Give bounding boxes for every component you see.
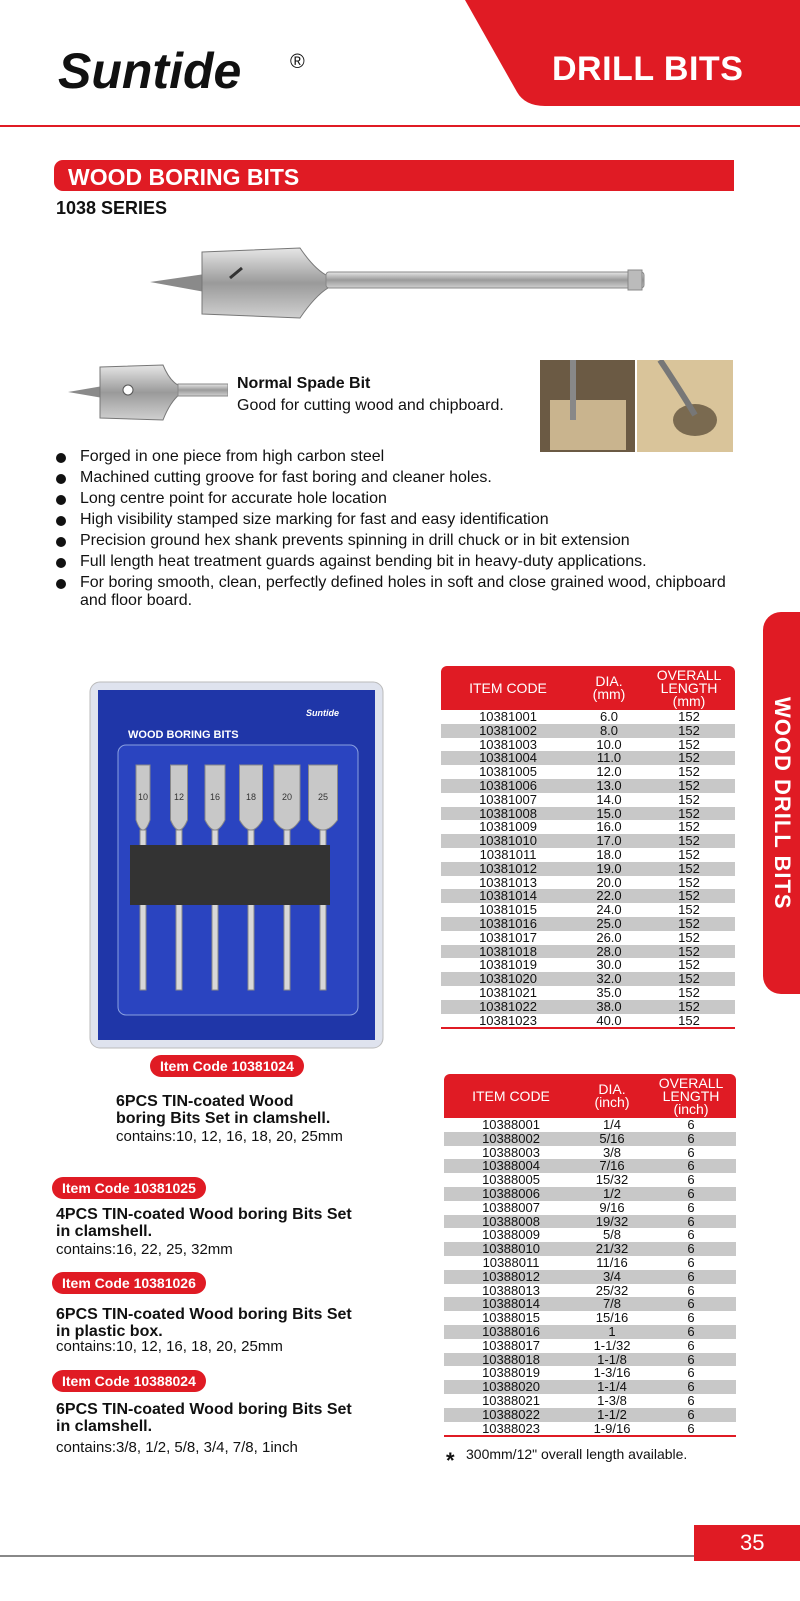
table-cell: 20.0	[596, 874, 622, 890]
table-header-cell: OVERALL LENGTH (mm)	[643, 666, 735, 710]
table-cell: 10388023	[444, 1422, 578, 1437]
registered-icon: ®	[290, 51, 305, 73]
package-bit-size-label: 12	[173, 792, 185, 802]
table-cell: 1-3/8	[597, 1392, 627, 1408]
table-row	[441, 931, 735, 945]
table-cell: 10381019	[479, 957, 537, 973]
table-cell: 152	[678, 846, 700, 862]
table-row	[441, 751, 735, 765]
table-row	[441, 1014, 735, 1029]
table-cell: 10381011	[479, 846, 537, 862]
table-cell: 6	[687, 1337, 695, 1353]
table-cell: 25.0	[575, 917, 643, 931]
package-brand: Suntide	[306, 708, 339, 718]
table-cell: 38.0	[575, 1000, 643, 1014]
table-row	[444, 1325, 736, 1339]
bullet-icon	[56, 579, 66, 589]
table-cell: 18.0	[596, 846, 622, 862]
table-row	[441, 903, 735, 917]
feature-item	[54, 469, 754, 487]
feature-item	[54, 553, 754, 571]
table-cell: 3/4	[578, 1270, 646, 1284]
table-cell: 40.0	[575, 1014, 643, 1029]
table-cell: 10381017	[479, 929, 537, 945]
table-row	[444, 1173, 736, 1187]
package-bit-size-label: 20	[281, 792, 293, 802]
table-cell: 152	[678, 874, 700, 890]
table-cell: 6	[687, 1227, 695, 1243]
table-cell: 10381003	[479, 736, 537, 752]
table-cell: 10381009	[479, 819, 537, 835]
table-header-cell: OVERALL LENGTH (inch)	[646, 1074, 736, 1118]
table-cell: 10381020	[441, 972, 575, 986]
product-contains: contains:3/8, 1/2, 5/8, 3/4, 7/8, 1inch	[56, 1439, 298, 1456]
brand-logo	[58, 40, 328, 120]
bullet-icon	[56, 558, 66, 568]
series-label: 1038 SERIES	[56, 198, 168, 218]
table-cell: 7/16	[578, 1159, 646, 1173]
table-cell: 10388010	[444, 1242, 578, 1256]
table-cell: 10388006	[444, 1187, 578, 1201]
package-bit-size-label: 16	[209, 792, 221, 802]
table-cell: 10388019	[482, 1365, 540, 1381]
table-row	[441, 807, 735, 821]
feature-text: For boring smooth, clean, perfectly defined holes in soft and close grained wood, chipboard and floor board.	[80, 574, 726, 609]
table-header-cell: ITEM CODE	[441, 666, 575, 710]
table-row	[444, 1270, 736, 1284]
table-row	[441, 1000, 735, 1014]
table-cell: 1/2	[578, 1187, 646, 1201]
table-cell: 152	[678, 957, 700, 973]
side-tab-label: WOOD DRILL BITS	[770, 696, 795, 910]
table-row	[441, 862, 735, 876]
table-cell: 1	[578, 1325, 646, 1339]
table-row	[441, 889, 735, 903]
table-cell: 10381010	[441, 834, 575, 848]
feature-text: Machined cutting groove for fast boring and cleaner holes.	[80, 469, 492, 486]
table-cell: 21/32	[578, 1242, 646, 1256]
table-cell: 152	[678, 902, 700, 918]
table-row	[444, 1187, 736, 1201]
table-cell: 26.0	[596, 929, 622, 945]
table-header-cell: DIA. (inch)	[578, 1074, 646, 1118]
table-row	[444, 1256, 736, 1270]
table-cell: 6	[646, 1325, 736, 1339]
table-cell: 152	[643, 1000, 735, 1014]
table-cell: 152	[678, 709, 700, 724]
table-cell: 32.0	[575, 972, 643, 986]
table-cell: 17.0	[575, 834, 643, 848]
table-cell: 152	[643, 917, 735, 931]
table-cell: 10388022	[444, 1408, 578, 1422]
table-cell: 152	[643, 945, 735, 959]
table-cell: 6	[687, 1310, 695, 1326]
table-cell: 152	[678, 819, 700, 835]
bullet-icon	[56, 495, 66, 505]
table-cell: 1-1/32	[593, 1337, 631, 1353]
table-row	[444, 1311, 736, 1325]
table-cell: 10388021	[482, 1392, 540, 1408]
table-cell: 10381022	[441, 1000, 575, 1014]
table-cell: 8.0	[575, 724, 643, 738]
table-cell: 152	[643, 1014, 735, 1029]
feature-text: Forged in one piece from high carbon steel	[80, 448, 385, 465]
table-cell: 10388014	[444, 1297, 578, 1311]
table-cell: 28.0	[575, 945, 643, 959]
table-row	[444, 1118, 736, 1132]
table-cell: 35.0	[596, 984, 622, 1000]
table-cell: 6	[646, 1187, 736, 1201]
table-cell: 12.0	[596, 764, 622, 780]
table-cell: 10388007	[482, 1199, 540, 1215]
table-cell: 6	[687, 1144, 695, 1160]
table-cell: 152	[643, 972, 735, 986]
table-cell: 15.0	[575, 807, 643, 821]
table-cell: 152	[643, 889, 735, 903]
item-code-10381026: Item Code 10381026	[52, 1272, 206, 1294]
brand-logo-text: Suntide	[58, 43, 242, 99]
table-row	[444, 1422, 736, 1437]
table-cell: 10381001	[479, 709, 537, 724]
table-cell: 10388016	[444, 1325, 578, 1339]
table-cell: 5/16	[578, 1132, 646, 1146]
table-cell: 22.0	[575, 889, 643, 903]
product-title: 6PCS TIN-coated Wood boring Bits Set in clamshell.	[116, 1093, 331, 1127]
small-spade-bit-image	[68, 362, 228, 432]
table-cell: 152	[643, 724, 735, 738]
item-code-10381024: Item Code 10381024	[150, 1055, 304, 1077]
feature-item	[54, 448, 754, 466]
table-row	[441, 986, 735, 1000]
footnote: 300mm/12" overall length available.	[466, 1446, 688, 1462]
table-cell: 30.0	[596, 957, 622, 973]
table-cell: 19/32	[578, 1215, 646, 1229]
table-cell: 6	[646, 1422, 736, 1437]
table-cell: 10381023	[441, 1014, 575, 1029]
table-row	[444, 1408, 736, 1422]
table-cell: 6	[646, 1215, 736, 1229]
product-contains: contains:10, 12, 16, 18, 20, 25mm	[56, 1338, 283, 1355]
table-cell: 10381005	[479, 764, 537, 780]
table-row	[444, 1353, 736, 1367]
package-header: WOOD BORING BITS	[128, 729, 239, 741]
table-row	[441, 765, 735, 779]
table-cell: 6	[687, 1117, 695, 1132]
table-row	[441, 710, 735, 724]
bullet-icon	[56, 516, 66, 526]
table-row	[441, 958, 735, 972]
table-row	[441, 972, 735, 986]
table-cell: 10388015	[482, 1310, 540, 1326]
table-cell: 7/8	[578, 1297, 646, 1311]
clamshell-package-image	[88, 680, 385, 1050]
table-row	[444, 1201, 736, 1215]
item-code-10388024: Item Code 10388024	[52, 1370, 206, 1392]
table-cell: 10388013	[482, 1282, 540, 1298]
spade-bit-title: Normal Spade Bit	[237, 375, 371, 392]
table-row	[441, 876, 735, 890]
spade-bit-description: Good for cutting wood and chipboard.	[237, 397, 504, 414]
table-cell: 152	[643, 751, 735, 765]
table-cell: 6	[687, 1254, 695, 1270]
table-row	[441, 834, 735, 848]
table-cell: 1-1/8	[578, 1353, 646, 1367]
package-bit-size-label: 18	[245, 792, 257, 802]
spade-bit-image	[150, 240, 660, 340]
table-cell: 6	[646, 1242, 736, 1256]
bullet-icon	[56, 474, 66, 484]
table-cell: 1/4	[602, 1117, 622, 1132]
table-cell: 6	[646, 1159, 736, 1173]
spec-table-inch	[444, 1074, 736, 1437]
table-cell: 15/16	[595, 1310, 629, 1326]
table-row	[444, 1380, 736, 1394]
table-cell: 10381015	[479, 902, 537, 918]
feature-item	[54, 532, 754, 550]
table-cell: 1-1/4	[578, 1380, 646, 1394]
table-cell: 3/8	[602, 1144, 622, 1160]
table-cell: 6.0	[599, 709, 619, 724]
table-cell: 10381016	[441, 917, 575, 931]
table-cell: 6	[646, 1380, 736, 1394]
table-cell: 10388009	[482, 1227, 540, 1243]
table-cell: 10381004	[441, 751, 575, 765]
table-cell: 152	[678, 764, 700, 780]
table-row	[444, 1394, 736, 1408]
table-cell: 152	[678, 736, 700, 752]
feature-item	[54, 490, 754, 508]
section-title: WOOD BORING BITS	[68, 164, 300, 190]
table-cell: 9/16	[599, 1199, 625, 1215]
table-cell: 152	[678, 984, 700, 1000]
table-cell: 11/16	[596, 1254, 628, 1270]
feature-text: Full length heat treatment guards against bending bit in heavy-duty applications.	[80, 553, 647, 570]
table-row	[444, 1242, 736, 1256]
table-cell: 10388002	[444, 1132, 578, 1146]
table-cell: 6	[646, 1408, 736, 1422]
table-cell: 6	[687, 1282, 695, 1298]
table-row	[444, 1339, 736, 1353]
table-row	[444, 1146, 736, 1160]
table-cell: 10388020	[444, 1380, 578, 1394]
table-cell: 6	[687, 1392, 695, 1408]
table-cell: 24.0	[596, 902, 622, 918]
table-cell: 152	[643, 779, 735, 793]
product-title: 6PCS TIN-coated Wood boring Bits Set in clamshell.	[56, 1401, 352, 1435]
feature-item	[54, 511, 754, 529]
table-row	[444, 1132, 736, 1146]
table-cell: 10381006	[441, 779, 575, 793]
table-cell: 15/32	[595, 1172, 629, 1188]
table-cell: 6	[687, 1199, 695, 1215]
table-cell: 1-1/2	[578, 1408, 646, 1422]
package-bit-size-label: 25	[317, 792, 329, 802]
feature-text: High visibility stamped size marking for fast and easy identification	[80, 511, 549, 528]
table-cell: 10388011	[482, 1254, 540, 1270]
table-row	[444, 1159, 736, 1173]
table-cell: 10381018	[441, 945, 575, 959]
header-title: DRILL BITS	[552, 50, 744, 88]
footer-rule	[0, 1555, 800, 1557]
package-bit-size-label: 10	[137, 792, 149, 802]
table-cell: 10381013	[479, 874, 537, 890]
table-cell: 10388012	[444, 1270, 578, 1284]
table-cell: 6	[687, 1365, 695, 1381]
product-contains: contains:10, 12, 16, 18, 20, 25mm	[116, 1128, 343, 1145]
table-cell: 152	[678, 929, 700, 945]
table-cell: 6	[646, 1132, 736, 1146]
table-cell: 152	[678, 791, 700, 807]
table-cell: 10381007	[479, 791, 537, 807]
header-rule	[0, 125, 800, 127]
feature-text: Precision ground hex shank prevents spinning in drill chuck or in bit extension	[80, 532, 630, 549]
table-row	[444, 1228, 736, 1242]
table-row	[441, 724, 735, 738]
table-row	[441, 779, 735, 793]
table-cell: 10381002	[441, 724, 575, 738]
footnote-asterisk: *	[446, 1448, 455, 1473]
page-number: 35	[740, 1530, 765, 1555]
table-row	[444, 1297, 736, 1311]
product-title: 4PCS TIN-coated Wood boring Bits Set in clamshell.	[56, 1206, 352, 1240]
table-cell: 1-3/16	[593, 1365, 631, 1381]
table-row	[444, 1284, 736, 1298]
table-cell: 16.0	[596, 819, 622, 835]
table-header-cell: DIA. (mm)	[575, 666, 643, 710]
table-cell: 10381008	[441, 807, 575, 821]
table-cell: 1-9/16	[578, 1422, 646, 1437]
table-cell: 14.0	[596, 791, 622, 807]
bullet-icon	[56, 537, 66, 547]
table-cell: 10381014	[441, 889, 575, 903]
usage-photo	[540, 360, 733, 452]
table-row	[441, 738, 735, 752]
table-cell: 10381012	[441, 862, 575, 876]
table-cell: 152	[643, 807, 735, 821]
table-row	[444, 1366, 736, 1380]
table-row	[441, 820, 735, 834]
table-cell: 152	[643, 862, 735, 876]
table-cell: 152	[643, 834, 735, 848]
table-cell: 10388017	[482, 1337, 540, 1353]
product-title: 6PCS TIN-coated Wood boring Bits Set in plastic box.	[56, 1306, 352, 1340]
product-contains: contains:16, 22, 25, 32mm	[56, 1241, 233, 1258]
table-cell: 25/32	[595, 1282, 629, 1298]
spec-table-mm	[441, 666, 735, 1029]
bullet-icon	[56, 453, 66, 463]
item-code-10381025: Item Code 10381025	[52, 1177, 206, 1199]
table-cell: 19.0	[575, 862, 643, 876]
table-header-cell: ITEM CODE	[444, 1074, 578, 1118]
table-cell: 6	[646, 1270, 736, 1284]
table-row	[441, 945, 735, 959]
table-cell: 10388003	[482, 1144, 540, 1160]
table-cell: 10388005	[482, 1172, 540, 1188]
table-cell: 10388008	[444, 1215, 578, 1229]
table-cell: 10.0	[596, 736, 622, 752]
table-row	[441, 917, 735, 931]
side-tab	[763, 612, 800, 994]
table-cell: 6	[687, 1172, 695, 1188]
table-cell: 6	[646, 1353, 736, 1367]
table-cell: 11.0	[575, 751, 643, 765]
table-cell: 10388018	[444, 1353, 578, 1367]
feature-list	[54, 448, 754, 613]
table-cell: 10388004	[444, 1159, 578, 1173]
table-cell: 6	[646, 1297, 736, 1311]
table-cell: 10381021	[479, 984, 537, 1000]
table-row	[441, 848, 735, 862]
table-cell: 10388001	[482, 1117, 540, 1132]
table-cell: 13.0	[575, 779, 643, 793]
table-cell: 5/8	[602, 1227, 622, 1243]
table-row	[444, 1215, 736, 1229]
feature-item	[54, 574, 754, 610]
feature-text: Long centre point for accurate hole location	[80, 490, 387, 507]
table-row	[441, 793, 735, 807]
